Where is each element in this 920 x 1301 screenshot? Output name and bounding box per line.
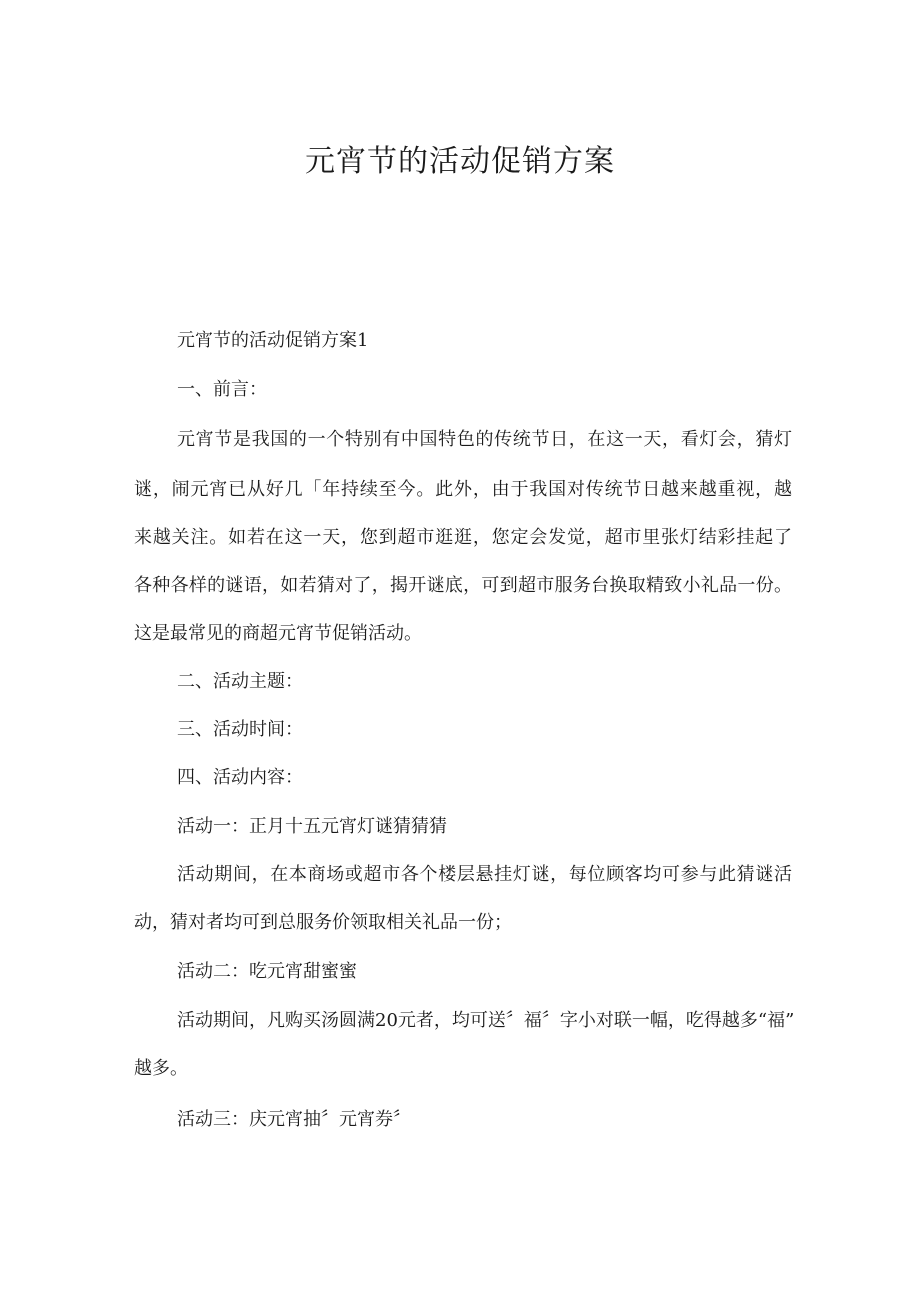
paragraph-line: 各种各样的谜语，如若猜对了，揭开谜底，可到超市服务台换取精致小礼品一份。 (134, 575, 792, 596)
activity-heading-2: 活动二：吃元宵甜蜜蜜 (177, 961, 357, 982)
section-heading-theme: 二、活动主题： (177, 671, 303, 692)
paragraph-line: 谜，闹元宵已从好几「年持续至今。此外，由于我国对传统节日越来越重视，越 (134, 479, 792, 500)
paragraph-line: 越多。 (134, 1058, 188, 1079)
section-heading-content: 四、活动内容： (177, 767, 303, 788)
paragraph-line: 来越关注。如若在这一天，您到超市逛逛，您定会发觉，超市里张灯结彩挂起了 (134, 527, 792, 548)
paragraph-line: 活动期间，凡购买汤圆满20元者，均可送〞福〞字小对联一幅，吃得越多“福” (177, 1010, 795, 1031)
paragraph-line: 元宵节是我国的一个特别有中国特色的传统节日，在这一天，看灯会，猜灯 (177, 429, 792, 450)
document-subtitle: 元宵节的活动促销方案1 (177, 330, 369, 351)
section-heading-time: 三、活动时间： (177, 719, 303, 740)
activity-heading-3: 活动三：庆元宵抽〞元宵券〞 (177, 1109, 411, 1130)
section-heading-preface: 一、前言： (177, 379, 267, 400)
activity-heading-1: 活动一：正月十五元宵灯谜猜猜猜 (177, 816, 447, 837)
document-title: 元宵节的活动促销方案 (305, 144, 615, 179)
paragraph-line: 这是最常见的商超元宵节促销活动。 (134, 623, 422, 644)
paragraph-line: 动，猜对者均可到总服务价领取相关礼品一份； (134, 912, 512, 933)
paragraph-line: 活动期间，在本商场或超市各个楼层悬挂灯谜，每位顾客均可参与此猜谜活 (177, 864, 792, 885)
